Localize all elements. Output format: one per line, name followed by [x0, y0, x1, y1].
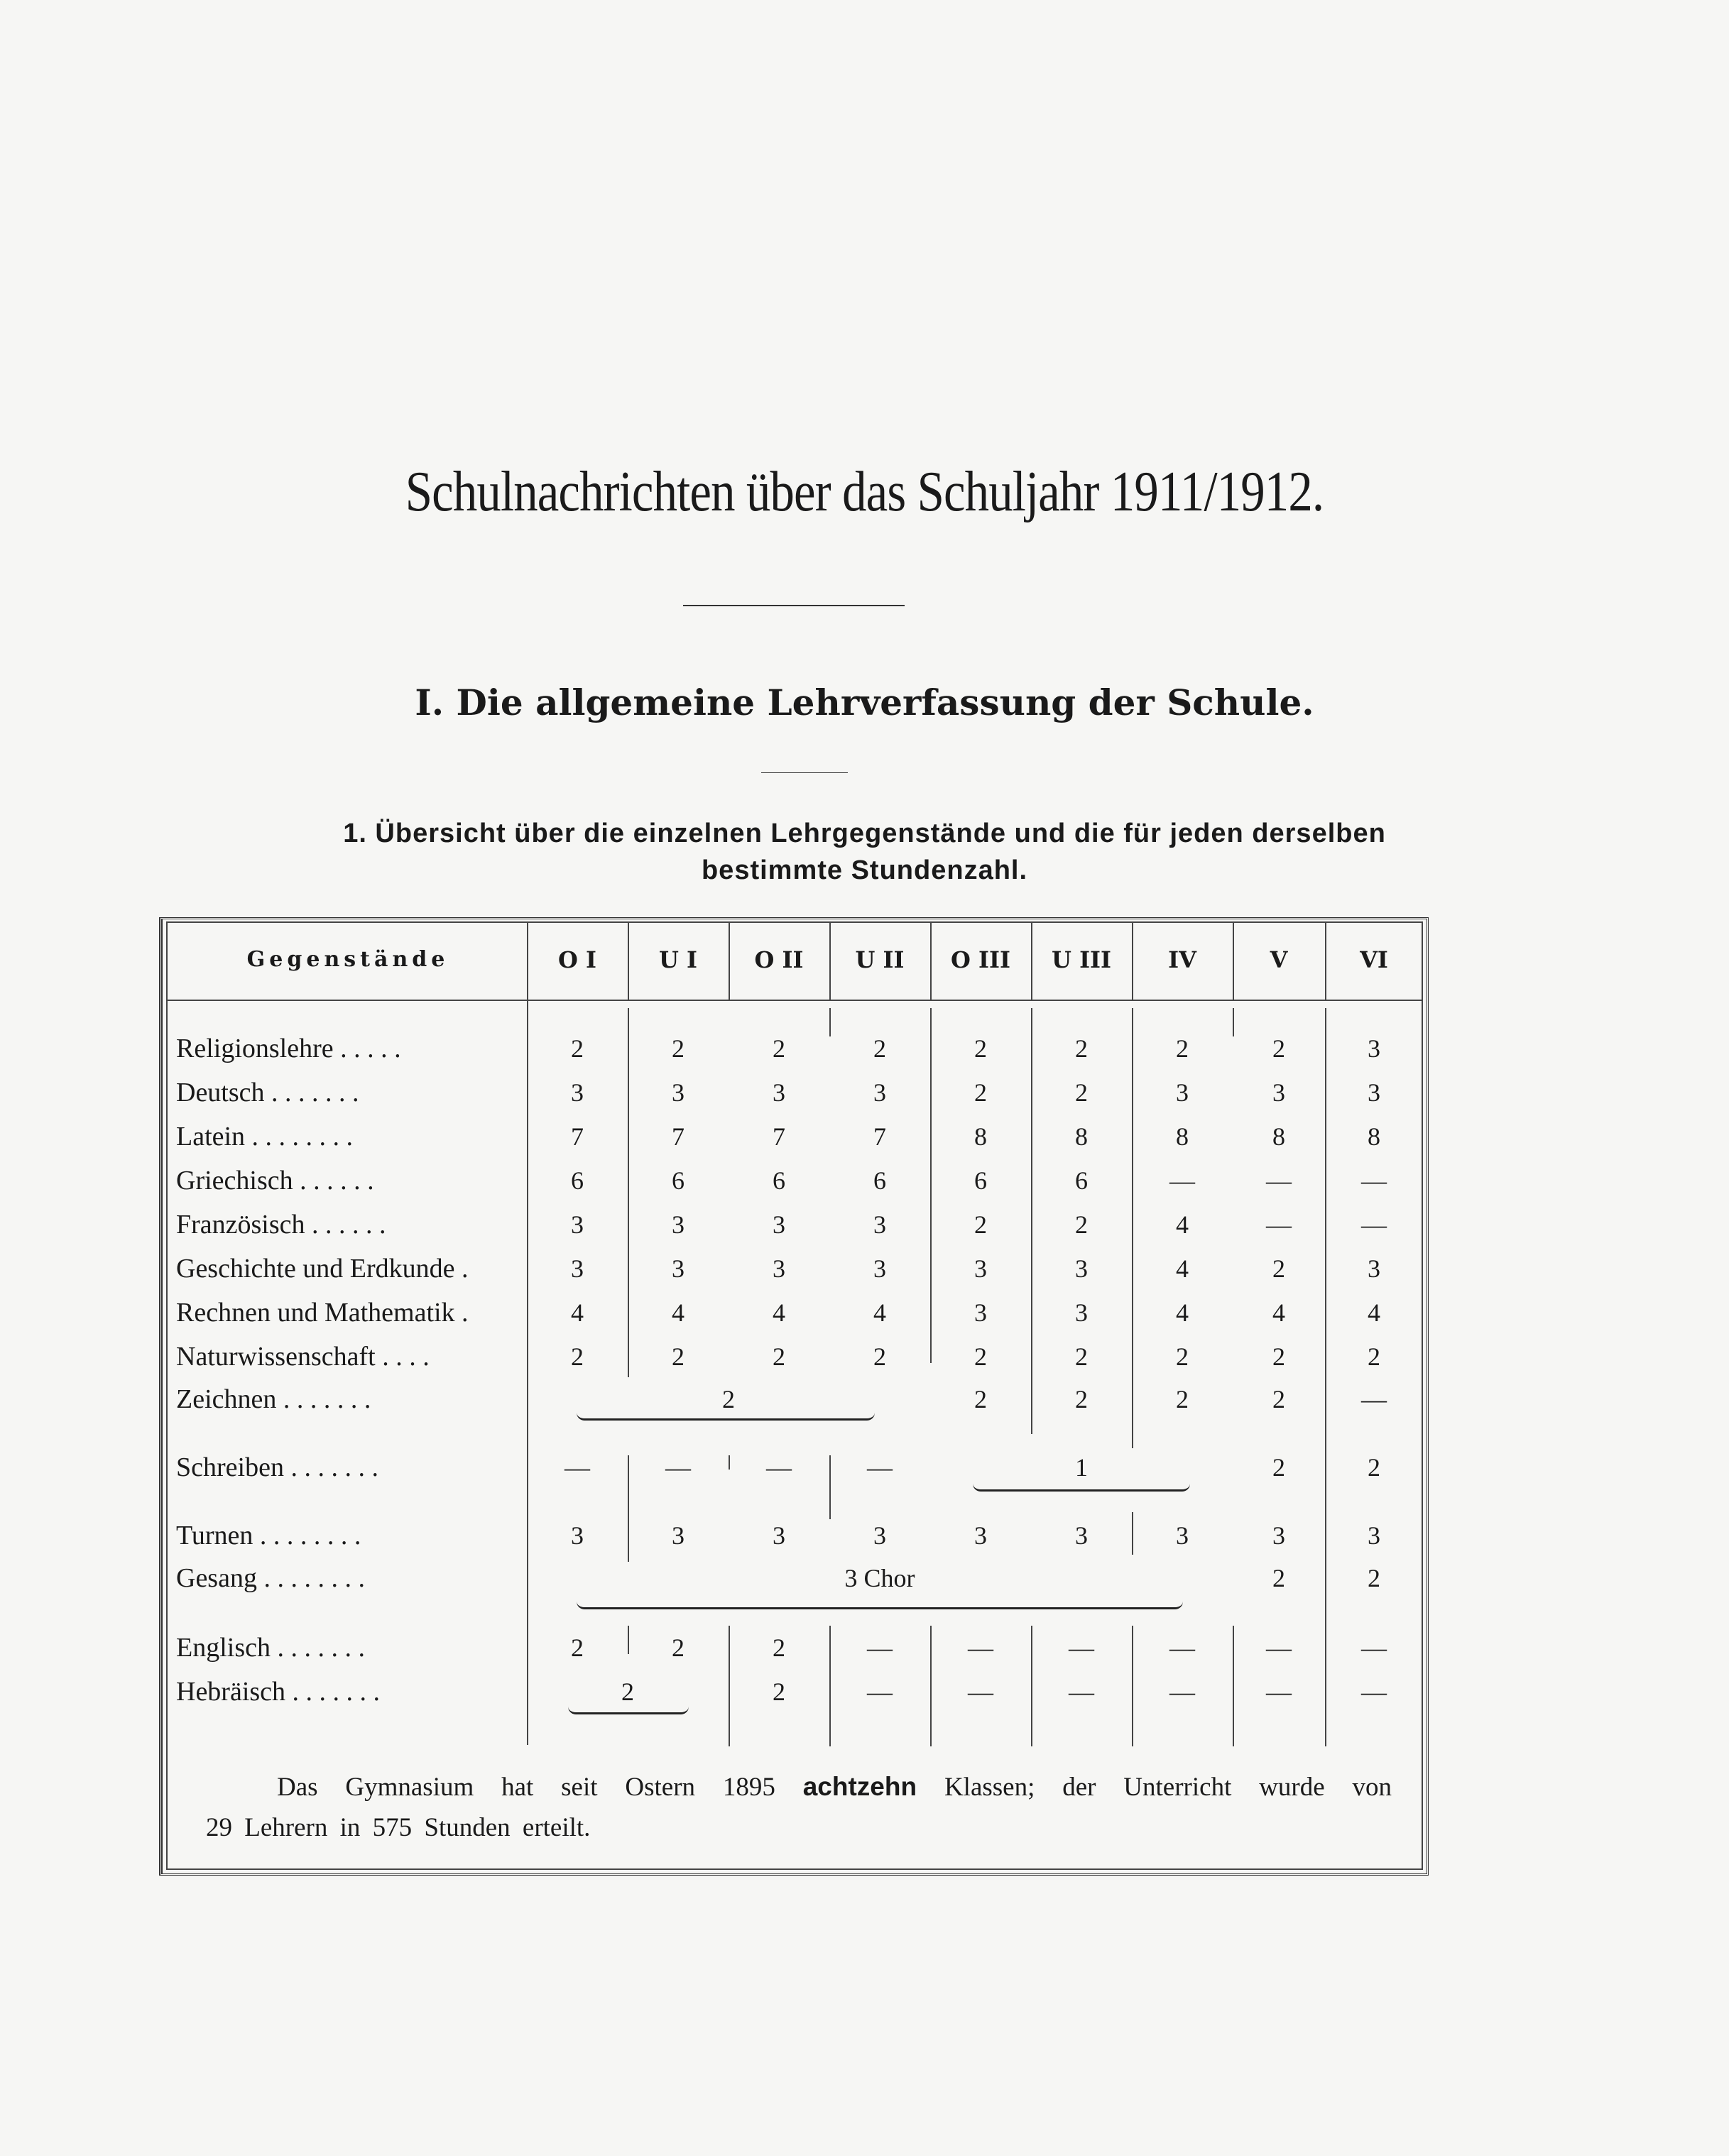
header-separator	[166, 1000, 1423, 1001]
table-cell-merged: 1	[1075, 1453, 1088, 1482]
table-cell: —	[1266, 1210, 1292, 1239]
subject-label: Turnen . . . . . . . .	[176, 1521, 361, 1550]
table-cell: 4	[1176, 1210, 1189, 1239]
table-cell: 3	[773, 1254, 785, 1283]
table-cell: —	[1069, 1634, 1094, 1662]
table-cell: 2	[773, 1634, 785, 1662]
table-cell: 2	[672, 1634, 684, 1662]
table-note-line2: 29 Lehrern in 575 Stunden erteilt.	[206, 1813, 591, 1842]
table-cell: 3	[672, 1210, 684, 1239]
header-divider	[1325, 923, 1326, 1000]
table-cell: 7	[873, 1122, 886, 1151]
table-cell: 6	[1075, 1166, 1088, 1195]
table-cell: 2	[1075, 1210, 1088, 1239]
table-cell: 3	[1075, 1521, 1088, 1550]
table-header-col: U II	[855, 946, 905, 973]
subsection-title-line1: 1. Übersicht über die einzelnen Lehrgegenstände und die für jeden derselben	[343, 819, 1386, 848]
table-cell: 6	[672, 1166, 684, 1195]
table-cell: 2	[1075, 1078, 1088, 1107]
header-divider	[1132, 923, 1133, 1000]
table-cell: 2	[1368, 1453, 1380, 1482]
header-divider	[1031, 923, 1032, 1000]
table-cell: 2	[1368, 1342, 1380, 1371]
subject-label: Griechisch . . . . . .	[176, 1166, 374, 1195]
table-cell: 2	[1272, 1385, 1285, 1413]
table-cell: —	[1361, 1634, 1387, 1662]
table-cell: 3	[1272, 1078, 1285, 1107]
note-emphasis: achtzehn	[802, 1772, 917, 1801]
table-cell-merged: 2	[621, 1678, 634, 1706]
table-cell: —	[766, 1453, 792, 1482]
table-cell: —	[867, 1678, 893, 1706]
table-cell: 3	[1368, 1034, 1380, 1063]
table-cell: 2	[1272, 1342, 1285, 1371]
table-cell: 3	[571, 1254, 584, 1283]
header-divider	[729, 923, 730, 1000]
subject-label: Geschichte und Erdkunde .	[176, 1254, 469, 1284]
merge-brace	[568, 1707, 689, 1714]
table-cell: 3	[1368, 1254, 1380, 1283]
subject-label: Religionslehre . . . . .	[176, 1034, 401, 1063]
note-text: Klassen; der Unterricht wurde von	[944, 1773, 1392, 1802]
table-header-subject: Gegenstände	[246, 947, 449, 972]
table-header-col: O III	[951, 946, 1010, 973]
merge-brace	[973, 1484, 1190, 1492]
header-divider	[628, 923, 629, 1000]
subsection-title-line2: bestimmte Stundenzahl.	[701, 855, 1028, 885]
table-cell: 4	[773, 1298, 785, 1327]
table-cell: 3	[1272, 1521, 1285, 1550]
table-cell: —	[564, 1453, 590, 1482]
table-cell: 2	[773, 1342, 785, 1371]
table-header-col: IV	[1168, 946, 1196, 973]
table-note	[206, 1766, 1392, 1808]
table-cell: 3	[974, 1298, 987, 1327]
table-cell: 2	[571, 1342, 584, 1371]
title-rule	[683, 605, 905, 606]
subsection-title	[0, 815, 1729, 889]
table-cell: —	[867, 1634, 893, 1662]
table-cell: 3	[974, 1254, 987, 1283]
table-cell: 3	[873, 1078, 886, 1107]
table-cell: 6	[571, 1166, 584, 1195]
table-cell: —	[1361, 1385, 1387, 1413]
table-cell: 3	[672, 1078, 684, 1107]
subject-label: Schreiben . . . . . . .	[176, 1452, 378, 1482]
table-cell: 2	[873, 1034, 886, 1063]
table-cell: 2	[1368, 1564, 1380, 1592]
table-cell: 3	[571, 1210, 584, 1239]
table-cell: 4	[672, 1298, 684, 1327]
table-cell: 4	[1272, 1298, 1285, 1327]
table-cell: —	[1361, 1166, 1387, 1195]
table-cell: 2	[1075, 1342, 1088, 1371]
table-cell: 2	[1176, 1385, 1189, 1413]
table-cell: 7	[672, 1122, 684, 1151]
subject-label: Deutsch . . . . . . .	[176, 1078, 359, 1107]
table-header-col: O II	[754, 946, 804, 973]
table-cell: 4	[1176, 1298, 1189, 1327]
table-header-col: U III	[1052, 946, 1111, 973]
table-cell: —	[1361, 1678, 1387, 1706]
subject-label: Rechnen und Mathematik .	[176, 1298, 469, 1328]
table-cell: 2	[974, 1385, 987, 1413]
table-cell: —	[1266, 1634, 1292, 1662]
table-header-col: VI	[1360, 946, 1388, 973]
table-cell: 3	[873, 1521, 886, 1550]
table-header-col: O I	[558, 946, 596, 973]
table-cell: 8	[1176, 1122, 1189, 1151]
table-cell: —	[1266, 1678, 1292, 1706]
page-title: Schulnachrichten über das Schuljahr 1911/1912.	[405, 461, 1324, 523]
table-cell: 8	[974, 1122, 987, 1151]
subject-label: Latein . . . . . . . .	[176, 1122, 354, 1151]
table-header-col: V	[1270, 946, 1288, 973]
table-cell: 3	[873, 1254, 886, 1283]
table-header-col: U I	[658, 946, 697, 973]
table-cell: —	[968, 1634, 993, 1662]
table-cell: —	[968, 1678, 993, 1706]
subject-label: Zeichnen . . . . . . .	[176, 1384, 371, 1414]
subject-label: Englisch . . . . . . .	[176, 1633, 365, 1663]
table-cell: 2	[974, 1034, 987, 1063]
table-cell: 2	[1075, 1385, 1088, 1413]
table-cell: 6	[974, 1166, 987, 1195]
table-cell: 2	[672, 1342, 684, 1371]
table-cell: 4	[1176, 1254, 1189, 1283]
table-cell: 7	[571, 1122, 584, 1151]
table-cell: 7	[773, 1122, 785, 1151]
table-cell: 4	[571, 1298, 584, 1327]
table-cell: 3	[1075, 1298, 1088, 1327]
table-cell: 2	[773, 1034, 785, 1063]
table-cell: 2	[974, 1078, 987, 1107]
table-cell-merged: 3 Chor	[844, 1564, 915, 1592]
table-cell: 3	[974, 1521, 987, 1550]
table-cell: 2	[974, 1210, 987, 1239]
table-cell: 2	[1176, 1342, 1189, 1371]
table-cell: 3	[672, 1521, 684, 1550]
table-cell: 3	[571, 1521, 584, 1550]
section-rule	[761, 772, 848, 773]
merge-brace	[577, 1602, 1183, 1609]
table-cell: 6	[773, 1166, 785, 1195]
table-cell: 2	[1176, 1034, 1189, 1063]
table-cell: —	[867, 1453, 893, 1482]
subject-label: Gesang . . . . . . . .	[176, 1563, 365, 1593]
table-cell: 2	[1272, 1034, 1285, 1063]
table-cell: 3	[773, 1210, 785, 1239]
table-cell: 8	[1272, 1122, 1285, 1151]
table-cell: 2	[974, 1342, 987, 1371]
header-divider	[930, 923, 932, 1000]
table-cell: —	[665, 1453, 691, 1482]
table-cell: —	[1069, 1678, 1094, 1706]
table-cell: 4	[1368, 1298, 1380, 1327]
subject-label: Französisch . . . . . .	[176, 1210, 386, 1240]
table-cell: 3	[1368, 1521, 1380, 1550]
table-cell: 3	[1075, 1254, 1088, 1283]
table-cell: —	[1169, 1166, 1195, 1195]
table-cell: —	[1266, 1166, 1292, 1195]
section-title: I. Die allgemeine Lehrverfassung der Schule.	[415, 682, 1314, 723]
table-cell: 3	[1176, 1078, 1189, 1107]
header-divider	[527, 923, 528, 1000]
table-cell-merged: 2	[722, 1385, 735, 1413]
note-text: Das Gymnasium hat seit Ostern 1895	[277, 1773, 775, 1802]
table-cell: 2	[571, 1034, 584, 1063]
subject-label: Hebräisch . . . . . . .	[176, 1677, 381, 1707]
table-cell: 3	[672, 1254, 684, 1283]
table-cell: 3	[1176, 1521, 1189, 1550]
subject-label: Naturwissenschaft . . . .	[176, 1342, 430, 1372]
table-cell: 2	[1272, 1254, 1285, 1283]
table-cell: 8	[1075, 1122, 1088, 1151]
table-cell: 2	[1272, 1564, 1285, 1592]
header-divider	[1233, 923, 1234, 1000]
table-cell: 3	[571, 1078, 584, 1107]
table-cell: 3	[1368, 1078, 1380, 1107]
merge-brace	[577, 1413, 875, 1421]
table-cell: —	[1169, 1634, 1195, 1662]
table-cell: —	[1361, 1210, 1387, 1239]
table-cell: 3	[773, 1078, 785, 1107]
table-cell: 2	[672, 1034, 684, 1063]
table-cell: 2	[773, 1678, 785, 1706]
table-cell: 2	[571, 1634, 584, 1662]
table-cell: 2	[873, 1342, 886, 1371]
table-cell: 3	[773, 1521, 785, 1550]
table-cell: 2	[1075, 1034, 1088, 1063]
table-cell: 8	[1368, 1122, 1380, 1151]
table-cell: —	[1169, 1678, 1195, 1706]
table-cell: 3	[873, 1210, 886, 1239]
header-divider	[829, 923, 831, 1000]
table-cell: 6	[873, 1166, 886, 1195]
table-cell: 4	[873, 1298, 886, 1327]
table-cell: 2	[1272, 1453, 1285, 1482]
